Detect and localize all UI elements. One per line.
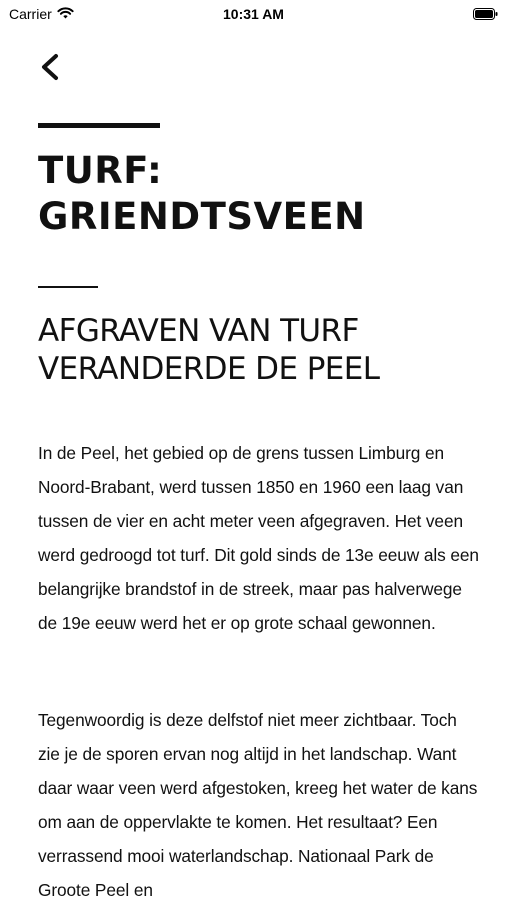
article-paragraph: Tegenwoordig is deze delfstof niet meer zichtbaar. Toch zie je de sporen ervan nog altijd in het landschap. Want daar waar veen werd afgestoken, kreeg het water de kans om aan de oppervlakte te komen. Het resultaat? Een verrassend mooi waterlandschap. Nationaal Park de Groote Peel en <box>38 710 478 900</box>
article-subtitle: AFGRAVEN VAN TURF VERANDERDE DE PEEL <box>38 313 380 387</box>
title-divider <box>38 123 160 128</box>
subtitle-divider <box>38 286 98 288</box>
battery-icon <box>473 7 497 19</box>
back-button[interactable] <box>36 48 70 86</box>
article-paragraph: In de Peel, het gebied op de grens tussen Limburg en Noord-Brabant, werd tussen 1850 en 1960 een laag van tussen de vier en acht meter veen afgegraven. Het veen werd gedroogd tot turf. Dit gold sinds de 13e eeuw als een belangrijke brandstof in de streek, maar pas halverwege de 19e eeuw werd het er op grote schaal gewonnen. <box>38 443 479 633</box>
status-bar <box>0 0 507 28</box>
status-time: 10:31 AM <box>223 6 284 22</box>
carrier-label: Carrier <box>9 6 52 22</box>
chevron-left-icon <box>36 73 70 90</box>
page-title: TURF: GRIENDTSVEEN <box>38 149 366 238</box>
